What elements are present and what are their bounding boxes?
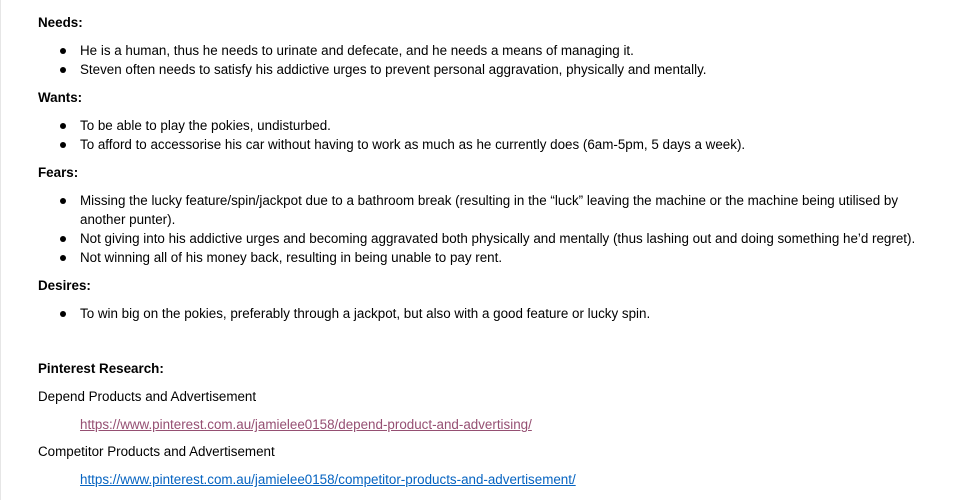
bullet-icon (60, 230, 66, 248)
desires-item-1: To win big on the pokies, preferably through a jackpot, but also with a good feature or lucky spin. (80, 306, 651, 321)
list-item (60, 117, 940, 136)
bullet-icon (60, 249, 66, 267)
wants-heading: Wants: (38, 90, 83, 105)
list-item (60, 192, 940, 229)
wants-item-2: To afford to accessorise his car without having to work as much as he currently does (6am-5pm, 5 days a week). (80, 137, 746, 152)
list-item (60, 230, 940, 249)
page-left-edge (0, 0, 1, 500)
list-item (60, 136, 940, 155)
competitor-pinterest-link[interactable]: https://www.pinterest.com.au/jamielee0158/competitor-products-and-advertisement/ (80, 472, 576, 487)
list-item (60, 305, 940, 324)
depend-pinterest-link[interactable]: https://www.pinterest.com.au/jamielee0158/depend-product-and-advertising/ (80, 417, 532, 432)
bullet-icon (60, 117, 66, 135)
fears-item-1: Missing the lucky feature/spin/jackpot due to a bathroom break (resulting in the “luck” leaving the machine or the machine being utilised by another punter). (80, 193, 899, 227)
bullet-icon (60, 192, 66, 210)
needs-item-1: He is a human, thus he needs to urinate and defecate, and he needs a means of managing it. (80, 43, 634, 58)
depend-label: Depend Products and Advertisement (38, 389, 257, 404)
needs-heading: Needs: (38, 15, 83, 30)
desires-heading: Desires: (38, 278, 91, 293)
bullet-icon (60, 305, 66, 323)
bullet-icon (60, 136, 66, 154)
list-item (60, 42, 940, 61)
bullet-icon (60, 61, 66, 79)
competitor-label: Competitor Products and Advertisement (38, 444, 275, 459)
fears-item-3: Not winning all of his money back, resulting in being unable to pay rent. (80, 250, 503, 265)
pinterest-heading: Pinterest Research: (38, 361, 164, 376)
list-item (60, 249, 940, 268)
fears-item-2: Not giving into his addictive urges and becoming aggravated both physically and mentally (thus lashing out and doing something he’d regret). (80, 231, 916, 246)
list-item (60, 61, 940, 80)
fears-heading: Fears: (38, 165, 79, 180)
wants-item-1: To be able to play the pokies, undisturbed. (80, 118, 331, 133)
bullet-icon (60, 42, 66, 60)
needs-item-2: Steven often needs to satisfy his addictive urges to prevent personal aggravation, physically and mentally. (80, 62, 707, 77)
